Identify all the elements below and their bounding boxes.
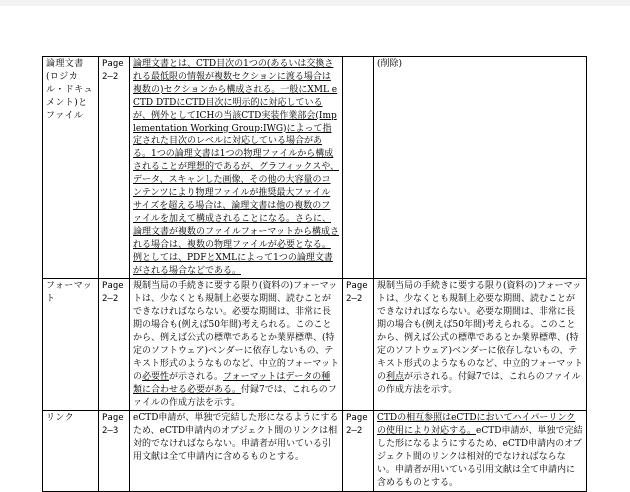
new-text-part: eCTD申請が、単独で完結した形になるようにするため、eCTD申請内のオブジェクト間のリンクは相対的でなければならない。申請者が用いている引用文献は全て申請内に含めるものとする。 (377, 426, 583, 488)
row-label: フォーマット (43, 279, 99, 411)
new-text-part: 規制当局の手続きに要する限り(資料の)フォーマットは、少なくとも規制上必要な期間、読むことができなければならない。必要な期間は、非常に長期の場合も(例えば50年間)考えられる。このことから、例えば公式の標準であるとか業界標準、(特定のソフトウェア)ベンダーに依存しないもの、テキスト形式のようなものなど、中立的フォーマットの (377, 281, 584, 382)
table-row-logical-document (43, 57, 587, 279)
underlined-old-text: 論理文書とは、CTD目次の1つの(あるいは交換される最低限の情報が複数セクションに渡る場合は複数の)セクションから構成される。一般にXML eCTD DTDにCTD目次に明示的に対応しているが、例外としてICHの当該CTD実装作業部会(Implementation Working Group:IWG)によって指定された目次のレベルに対応している場合がある。1つの論理文書は1つの物理ファイルから構成されることが理想的であるが、グラフィックスや、データ、スキャンした画像、その他の大容量のコンテンツにより物理ファイルが推奨最大ファイルサイズを超える場合は、論理文書は他の複数のファイルを加えて構成されることになる。さらに、論理文書が複数のファイルフォーマットから構成される場合は、複数の物理ファイルが必要となる。例としては、PDFとXMLによって1つの論理文書がされる場合などである。 (133, 59, 340, 276)
page-ref-old: Page 2—2 (99, 279, 130, 411)
comparison-table (42, 56, 587, 492)
old-text-cell (130, 57, 343, 279)
row-label: 論理文書(ロジカル・ドキュメント)とファイル (43, 57, 99, 279)
page-ref-new: Page 2—2 (343, 411, 374, 491)
deleted-note: (削除) (377, 59, 403, 69)
old-text-cell (130, 279, 343, 411)
page-ref-old: Page 2—2 (99, 57, 130, 279)
page-ref-new (343, 57, 374, 279)
table-row-format (43, 279, 587, 411)
new-text-cell (374, 411, 587, 491)
old-text-part: 規制当局の手続きに要する限り(資料の)フォーマットは、少なくとも規制上必要な期間、読むことができなければならない。必要な期間は、非常に長期の場合も(例えば50年間)考えられる。このことから、例えば公式の標準であるとか業界標準、(特定のソフトウェア)ベンダーに依存しないもの、テキスト形式のようなものなど、中立的フォーマットの (133, 281, 340, 382)
page-ref-old: Page 2—3 (99, 411, 130, 491)
underlined-old-text: 必要性 (142, 371, 170, 382)
new-text-part: が示される。 (404, 371, 459, 382)
underlined-new-text: CTDの相互参照はeCTDにおいてハイパーリンクの使用により対応する。 (377, 413, 576, 437)
page-top-rule (0, 0, 630, 6)
underlined-new-text: 利点 (386, 371, 405, 382)
underlined-old-text: フォーマットはデータの種類に合わせる必要がある。 (133, 371, 331, 395)
table-row-link (43, 411, 587, 491)
row-label: リンク (43, 411, 99, 491)
new-text-part: 付録7では、これらのファイルの作成方法を示す。 (377, 371, 581, 395)
page-ref-new: Page 2—2 (343, 279, 374, 411)
old-text-part: が示される。 (169, 371, 224, 382)
new-text-cell (374, 279, 587, 411)
old-text: eCTD申請が、単独で完結した形になるようにするため、eCTD申請内のオブジェクト間のリンクは相対的でなければならない。申請者が用いている引用文献は全て申請内に含めるものとする。 (133, 413, 339, 463)
new-text-cell (374, 57, 587, 279)
old-text-part: 付録7では、これらのファイルの作成方法を示す。 (133, 384, 337, 408)
old-text-cell (130, 411, 343, 491)
